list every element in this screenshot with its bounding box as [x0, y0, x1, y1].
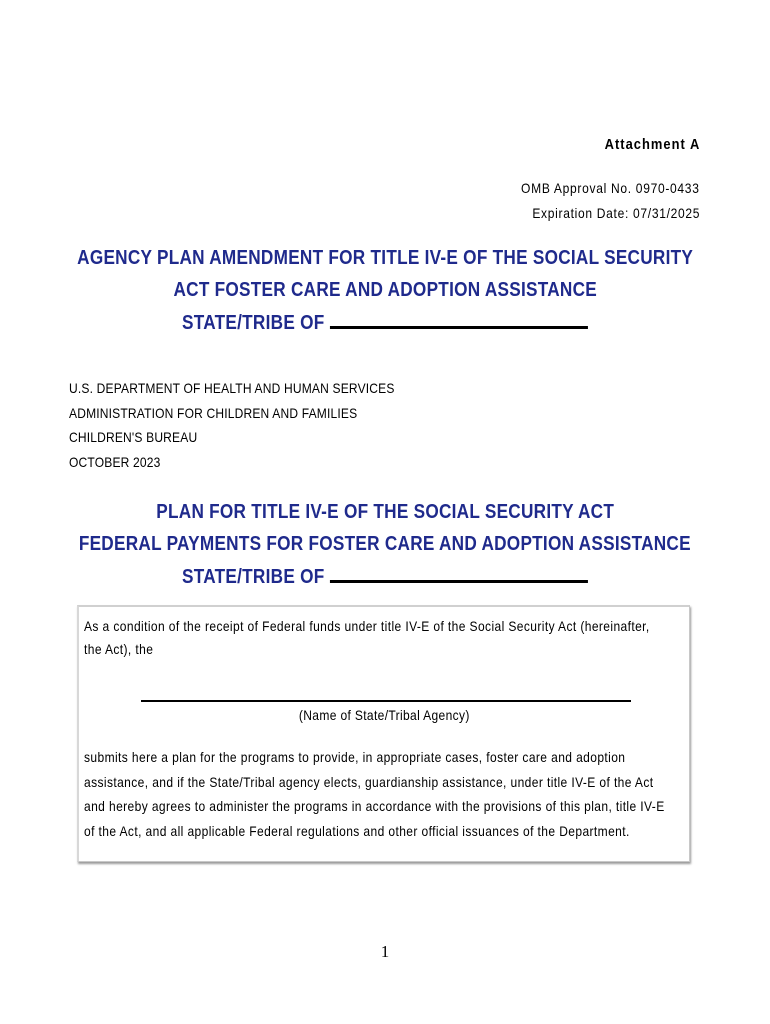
plan-title [0, 496, 770, 592]
condition-intro [84, 615, 742, 661]
agency-line-date: OCTOBER 2023 [69, 453, 161, 470]
plan-title-line2: FEDERAL PAYMENTS FOR FOSTER CARE AND ADOPTION ASSISTANCE [78, 533, 692, 555]
agency-line-hhs: U.S. DEPARTMENT OF HEALTH AND HUMAN SERVICES [69, 380, 395, 396]
plan-title-line1: PLAN FOR TITLE IV-E OF THE SOCIAL SECURITY ACT [156, 501, 614, 523]
attachment-label [589, 136, 700, 153]
amendment-title-line2: ACT FOSTER CARE AND ADOPTION ASSISTANCE [173, 279, 597, 301]
condition-body [84, 745, 759, 843]
agency-line-acf: ADMINISTRATION FOR CHILDREN AND FAMILIES [69, 404, 358, 421]
agency-info [69, 376, 448, 474]
omb-approval-number: OMB Approval No. 0970-0433 [521, 180, 700, 196]
amendment-title [0, 242, 770, 338]
agency-name-caption-text: (Name of State/Tribal Agency) [298, 707, 470, 723]
page-number: 1 [380, 942, 390, 961]
agency-name-blank[interactable] [141, 700, 631, 702]
attachment-text: Attachment A [604, 136, 700, 153]
condition-body-line1: submits here a plan for the programs to provide, in appropriate cases, foster care and adoption [84, 749, 626, 765]
amendment-title-line1: AGENCY PLAN AMENDMENT FOR TITLE IV-E OF THE SOCIAL SECURITY [76, 247, 693, 269]
omb-info [492, 176, 700, 226]
agency-name-caption [79, 707, 689, 723]
plan-state-tribe-line [182, 560, 588, 593]
amendment-state-tribe-label: STATE/TRIBE OF [182, 312, 325, 334]
amendment-state-tribe-line [182, 306, 588, 339]
condition-body-line4: of the Act, and all applicable Federal regulations and other official issuances of the Department. [84, 822, 630, 839]
condition-box [77, 605, 690, 862]
condition-intro-line1: As a condition of the receipt of Federal funds under title IV-E of the Social Security Act (hereinafter, [84, 618, 650, 634]
amendment-state-tribe-blank[interactable] [330, 306, 588, 329]
expiration-date: Expiration Date: 07/31/2025 [532, 205, 700, 221]
plan-state-tribe-blank[interactable] [330, 560, 588, 583]
condition-body-line2: assistance, and if the State/Tribal agency elects, guardianship assistance, under title IV-E of the Act [84, 773, 654, 790]
agency-line-cb: CHILDREN'S BUREAU [69, 429, 198, 445]
condition-body-line3: and hereby agrees to administer the programs in accordance with the provisions of this plan, title IV-E [84, 798, 665, 814]
plan-state-tribe-label: STATE/TRIBE OF [182, 566, 325, 588]
condition-intro-line2: the Act), the [84, 641, 154, 657]
